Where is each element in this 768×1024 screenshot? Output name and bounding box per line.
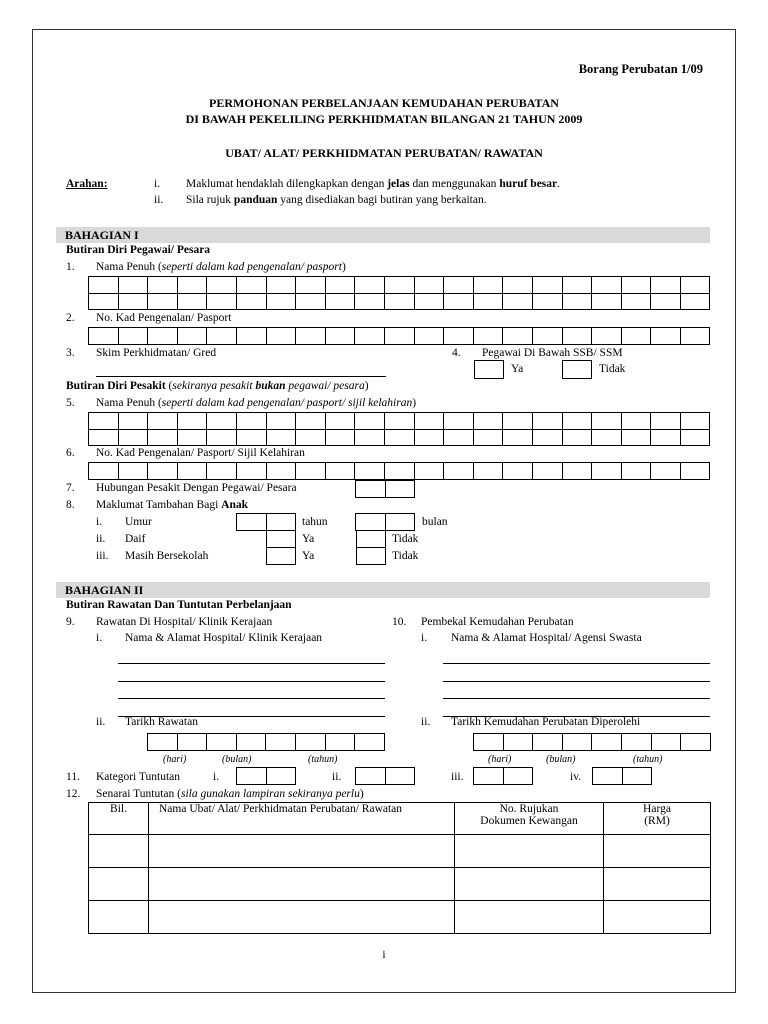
char-box[interactable]	[266, 328, 296, 345]
char-box[interactable]	[532, 413, 562, 430]
char-box[interactable]	[681, 734, 711, 751]
char-box[interactable]	[355, 293, 385, 310]
char-box[interactable]	[148, 413, 178, 430]
char-box[interactable]	[414, 277, 444, 294]
q9-ii-number: ii.	[96, 716, 106, 728]
char-box[interactable]	[118, 293, 148, 310]
q10-number: 10.	[392, 616, 407, 628]
char-box[interactable]	[473, 463, 503, 480]
char-box[interactable]	[503, 293, 533, 310]
char-box[interactable]	[177, 328, 207, 345]
char-box[interactable]	[562, 734, 592, 751]
private-hospital-line-2[interactable]	[443, 681, 710, 682]
q12-label: Senarai Tuntutan (sila gunakan lampiran sekiranya perlu)	[96, 788, 364, 800]
char-box[interactable]	[384, 413, 414, 430]
char-box[interactable]	[385, 768, 415, 785]
char-box[interactable]	[384, 277, 414, 294]
char-box[interactable]	[148, 734, 178, 751]
officer-heading: Butiran Diri Pegawai/ Pesara	[66, 244, 211, 256]
poor-label: Daif	[125, 533, 146, 545]
char-box[interactable]	[356, 481, 386, 498]
school-no-checkbox[interactable]	[356, 547, 386, 565]
q8-iii-number: iii.	[96, 550, 109, 562]
char-box[interactable]	[384, 328, 414, 345]
char-box[interactable]	[680, 293, 710, 310]
char-box[interactable]	[296, 429, 326, 446]
claims-table	[88, 802, 711, 934]
date1-month-caption: (bulan)	[222, 754, 252, 765]
char-box[interactable]	[295, 734, 325, 751]
char-box[interactable]	[385, 514, 415, 531]
ssb-yes-label: Ya	[511, 363, 524, 375]
char-box[interactable]	[266, 293, 296, 310]
char-box[interactable]	[207, 734, 237, 751]
char-box[interactable]	[266, 514, 296, 531]
q11-label: Kategori Tuntutan	[96, 771, 181, 783]
char-box[interactable]	[503, 413, 533, 430]
char-box[interactable]	[89, 463, 119, 480]
char-box[interactable]	[444, 277, 474, 294]
age-label: Umur	[125, 516, 152, 528]
col-reference-header: No. Rujukan Dokumen Kewangan	[455, 803, 604, 835]
char-box[interactable]	[325, 277, 355, 294]
school-no-label: Tidak	[392, 550, 419, 562]
char-box[interactable]	[355, 277, 385, 294]
instruction-i-num: i.	[154, 178, 161, 190]
char-box[interactable]	[118, 277, 148, 294]
char-box[interactable]	[592, 328, 622, 345]
section-1-header: BAHAGIAN I	[56, 227, 710, 243]
char-box[interactable]	[207, 429, 237, 446]
char-box[interactable]	[118, 463, 148, 480]
date2-day-caption: (hari)	[488, 754, 512, 765]
char-box[interactable]	[266, 734, 296, 751]
q10-ii-number: ii.	[421, 716, 431, 728]
char-box[interactable]	[503, 768, 533, 785]
char-box[interactable]	[237, 768, 267, 785]
char-box[interactable]	[592, 429, 622, 446]
char-box[interactable]	[562, 413, 592, 430]
char-box[interactable]	[532, 429, 562, 446]
char-box[interactable]	[532, 463, 562, 480]
date1-year-caption: (tahun)	[308, 754, 338, 765]
char-box[interactable]	[296, 293, 326, 310]
date1-day-caption: (hari)	[163, 754, 187, 765]
char-box[interactable]	[356, 768, 386, 785]
page-number: i	[382, 949, 386, 961]
char-box[interactable]	[296, 463, 326, 480]
char-box[interactable]	[177, 429, 207, 446]
char-box[interactable]	[680, 463, 710, 480]
section-2-header: BAHAGIAN II	[56, 582, 710, 598]
poor-no-checkbox[interactable]	[356, 530, 386, 548]
section-2-heading: Butiran Rawatan Dan Tuntutan Perbelanjaan	[66, 599, 292, 611]
q6-label: No. Kad Pengenalan/ Pasport/ Sijil Kelahiran	[96, 447, 305, 459]
q8-ii-number: ii.	[96, 533, 106, 545]
q8-label: Maklumat Tambahan Bagi Anak	[96, 499, 248, 511]
char-box[interactable]	[621, 328, 651, 345]
col-bil-header: Bil.	[89, 803, 149, 835]
col-item-header: Nama Ubat/ Alat/ Perkhidmatan Perubatan/ Rawatan	[149, 803, 455, 835]
char-box[interactable]	[89, 328, 119, 345]
char-box[interactable]	[621, 429, 651, 446]
char-box[interactable]	[444, 463, 474, 480]
q7-label: Hubungan Pesakit Dengan Pegawai/ Pesara	[96, 482, 297, 494]
char-box[interactable]	[473, 413, 503, 430]
char-box[interactable]	[474, 734, 504, 751]
char-box[interactable]	[207, 413, 237, 430]
char-box[interactable]	[562, 429, 592, 446]
char-box[interactable]	[89, 293, 119, 310]
q10-i-number: i.	[421, 632, 428, 644]
char-box[interactable]	[207, 277, 237, 294]
char-box[interactable]	[680, 277, 710, 294]
char-box[interactable]	[680, 328, 710, 345]
char-box[interactable]	[503, 429, 533, 446]
q2-number: 2.	[66, 312, 75, 324]
q2-label: No. Kad Pengenalan/ Pasport	[96, 312, 232, 324]
char-box[interactable]	[325, 463, 355, 480]
char-box[interactable]	[237, 514, 267, 531]
school-yes-label: Ya	[302, 550, 315, 562]
char-box[interactable]	[444, 293, 474, 310]
age-months-label: bulan	[422, 516, 448, 528]
q1-label: Nama Penuh (seperti dalam kad pengenalan/ pasport)	[96, 261, 346, 273]
char-box[interactable]	[532, 277, 562, 294]
char-box[interactable]	[414, 429, 444, 446]
char-box[interactable]	[89, 429, 119, 446]
char-box[interactable]	[414, 413, 444, 430]
char-box[interactable]	[266, 429, 296, 446]
char-box[interactable]	[325, 429, 355, 446]
q10-i-label: Nama & Alamat Hospital/ Agensi Swasta	[451, 632, 642, 644]
date2-year-caption: (tahun)	[633, 754, 663, 765]
char-box[interactable]	[503, 328, 533, 345]
char-box[interactable]	[621, 277, 651, 294]
char-box[interactable]	[177, 463, 207, 480]
title-line-1: PERMOHONAN PERBELANJAAN KEMUDAHAN PERUBATAN	[209, 96, 559, 110]
instruction-ii-num: ii.	[154, 194, 164, 206]
category-iii-label: iii.	[451, 771, 464, 783]
char-box[interactable]	[621, 413, 651, 430]
gov-hospital-line-1[interactable]	[118, 663, 385, 664]
char-box[interactable]	[325, 293, 355, 310]
char-box[interactable]	[296, 328, 326, 345]
char-box[interactable]	[385, 481, 415, 498]
char-box[interactable]	[651, 277, 681, 294]
category-i-label: i.	[213, 771, 220, 783]
char-box[interactable]	[473, 277, 503, 294]
char-box[interactable]	[177, 293, 207, 310]
char-box[interactable]	[621, 293, 651, 310]
poor-yes-label: Ya	[302, 533, 315, 545]
char-box[interactable]	[325, 734, 355, 751]
instruction-i: Maklumat hendaklah dilengkapkan dengan jelas dan menggunakan huruf besar.	[186, 178, 561, 190]
char-box[interactable]	[384, 463, 414, 480]
q8-number: 8.	[66, 499, 75, 511]
q4-label: Pegawai Di Bawah SSB/ SSM	[482, 347, 623, 359]
private-hospital-line-1[interactable]	[443, 663, 710, 664]
q9-i-label: Nama & Alamat Hospital/ Klinik Kerajaan	[125, 632, 323, 644]
char-box[interactable]	[236, 463, 266, 480]
char-box[interactable]	[236, 413, 266, 430]
treatment-date-label: Tarikh Rawatan	[125, 716, 198, 728]
char-box[interactable]	[473, 293, 503, 310]
char-box[interactable]	[444, 328, 474, 345]
q9-label: Rawatan Di Hospital/ Klinik Kerajaan	[96, 616, 273, 628]
char-box[interactable]	[444, 429, 474, 446]
ssb-yes-checkbox[interactable]	[474, 360, 504, 379]
char-box[interactable]	[473, 429, 503, 446]
char-box[interactable]	[651, 734, 681, 751]
q1-number: 1.	[66, 261, 75, 273]
char-box[interactable]	[503, 277, 533, 294]
poor-yes-checkbox[interactable]	[266, 530, 296, 548]
char-box[interactable]	[562, 277, 592, 294]
char-box[interactable]	[266, 277, 296, 294]
char-box[interactable]	[593, 768, 623, 785]
ssb-no-checkbox[interactable]	[562, 360, 592, 379]
age-years-label: tahun	[302, 516, 328, 528]
char-box[interactable]	[592, 277, 622, 294]
char-box[interactable]	[266, 413, 296, 430]
char-box[interactable]	[266, 768, 296, 785]
char-box[interactable]	[148, 328, 178, 345]
char-box[interactable]	[562, 463, 592, 480]
char-box[interactable]	[651, 293, 681, 310]
char-box[interactable]	[532, 328, 562, 345]
gov-hospital-line-3[interactable]	[118, 698, 385, 699]
q4-number: 4.	[452, 347, 461, 359]
school-yes-checkbox[interactable]	[266, 547, 296, 565]
q11-number: 11.	[66, 771, 80, 783]
char-box[interactable]	[355, 463, 385, 480]
instructions-label: Arahan:	[66, 178, 108, 190]
char-box[interactable]	[503, 463, 533, 480]
q9-i-number: i.	[96, 632, 103, 644]
char-box[interactable]	[651, 413, 681, 430]
char-box[interactable]	[384, 429, 414, 446]
poor-no-label: Tidak	[392, 533, 419, 545]
q3-number: 3.	[66, 347, 75, 359]
q8-i-number: i.	[96, 516, 103, 528]
char-box[interactable]	[325, 413, 355, 430]
char-box[interactable]	[592, 734, 622, 751]
char-box[interactable]	[414, 328, 444, 345]
char-box[interactable]	[621, 734, 651, 751]
char-box[interactable]	[296, 277, 326, 294]
char-box[interactable]	[296, 413, 326, 430]
char-box[interactable]	[207, 293, 237, 310]
char-box[interactable]	[89, 413, 119, 430]
char-box[interactable]	[355, 413, 385, 430]
private-hospital-line-3[interactable]	[443, 698, 710, 699]
char-box[interactable]	[236, 734, 266, 751]
claims-header-row	[89, 803, 711, 835]
char-box[interactable]	[562, 293, 592, 310]
ssb-no-label: Tidak	[599, 363, 626, 375]
q9-number: 9.	[66, 616, 75, 628]
char-box[interactable]	[236, 429, 266, 446]
char-box[interactable]	[207, 463, 237, 480]
char-box[interactable]	[444, 413, 474, 430]
char-box[interactable]	[118, 328, 148, 345]
category-ii-label: ii.	[332, 771, 342, 783]
char-box[interactable]	[355, 429, 385, 446]
service-scheme-field[interactable]	[96, 376, 386, 377]
char-box[interactable]	[651, 463, 681, 480]
char-box[interactable]	[414, 463, 444, 480]
char-box[interactable]	[680, 429, 710, 446]
date2-month-caption: (bulan)	[546, 754, 576, 765]
char-box[interactable]	[325, 328, 355, 345]
char-box[interactable]	[355, 734, 385, 751]
q7-number: 7.	[66, 482, 75, 494]
char-box[interactable]	[236, 277, 266, 294]
char-box[interactable]	[148, 429, 178, 446]
char-box[interactable]	[592, 463, 622, 480]
char-box[interactable]	[562, 328, 592, 345]
char-box[interactable]	[148, 293, 178, 310]
q10-label: Pembekal Kemudahan Perubatan	[421, 616, 574, 628]
q12-number: 12.	[66, 788, 81, 800]
char-box[interactable]	[533, 734, 563, 751]
col-price-header: Harga (RM)	[604, 803, 711, 835]
char-box[interactable]	[118, 413, 148, 430]
subtitle: UBAT/ ALAT/ PERKHIDMATAN PERUBATAN/ RAWATAN	[225, 146, 543, 160]
gov-hospital-line-2[interactable]	[118, 681, 385, 682]
char-box[interactable]	[177, 734, 207, 751]
char-box[interactable]	[414, 293, 444, 310]
char-box[interactable]	[177, 277, 207, 294]
char-box[interactable]	[503, 734, 533, 751]
instruction-ii: Sila rujuk panduan yang disediakan bagi butiran yang berkaitan.	[186, 194, 487, 206]
char-box[interactable]	[236, 293, 266, 310]
char-box[interactable]	[592, 413, 622, 430]
char-box[interactable]	[207, 328, 237, 345]
char-box[interactable]	[118, 429, 148, 446]
char-box[interactable]	[622, 768, 652, 785]
patient-heading: Butiran Diri Pesakit (sekiranya pesakit bukan pegawai/ pesara)	[66, 380, 369, 392]
char-box[interactable]	[266, 463, 296, 480]
char-box[interactable]	[651, 328, 681, 345]
table-row[interactable]	[89, 835, 711, 868]
char-box[interactable]	[621, 463, 651, 480]
supply-date-label: Tarikh Kemudahan Perubatan Diperolehi	[451, 716, 641, 728]
category-iv-label: iv.	[570, 771, 582, 783]
char-box[interactable]	[177, 413, 207, 430]
char-box[interactable]	[355, 328, 385, 345]
char-box[interactable]	[356, 514, 386, 531]
char-box[interactable]	[651, 429, 681, 446]
char-box[interactable]	[680, 413, 710, 430]
title-line-2: DI BAWAH PEKELILING PERKHIDMATAN BILANGAN 21 TAHUN 2009	[185, 112, 583, 126]
schooling-label: Masih Bersekolah	[125, 550, 209, 562]
char-box[interactable]	[148, 463, 178, 480]
q6-number: 6.	[66, 447, 75, 459]
char-box[interactable]	[473, 328, 503, 345]
char-box[interactable]	[148, 277, 178, 294]
form-code: Borang Perubatan 1/09	[578, 62, 703, 76]
table-row[interactable]	[89, 901, 711, 934]
char-box[interactable]	[89, 277, 119, 294]
char-box[interactable]	[236, 328, 266, 345]
char-box[interactable]	[474, 768, 504, 785]
table-row[interactable]	[89, 868, 711, 901]
q5-number: 5.	[66, 397, 75, 409]
char-box[interactable]	[532, 293, 562, 310]
q3-label: Skim Perkhidmatan/ Gred	[96, 347, 217, 359]
char-box[interactable]	[592, 293, 622, 310]
char-box[interactable]	[384, 293, 414, 310]
q5-label: Nama Penuh (seperti dalam kad pengenalan/ pasport/ sijil kelahiran)	[96, 397, 417, 409]
